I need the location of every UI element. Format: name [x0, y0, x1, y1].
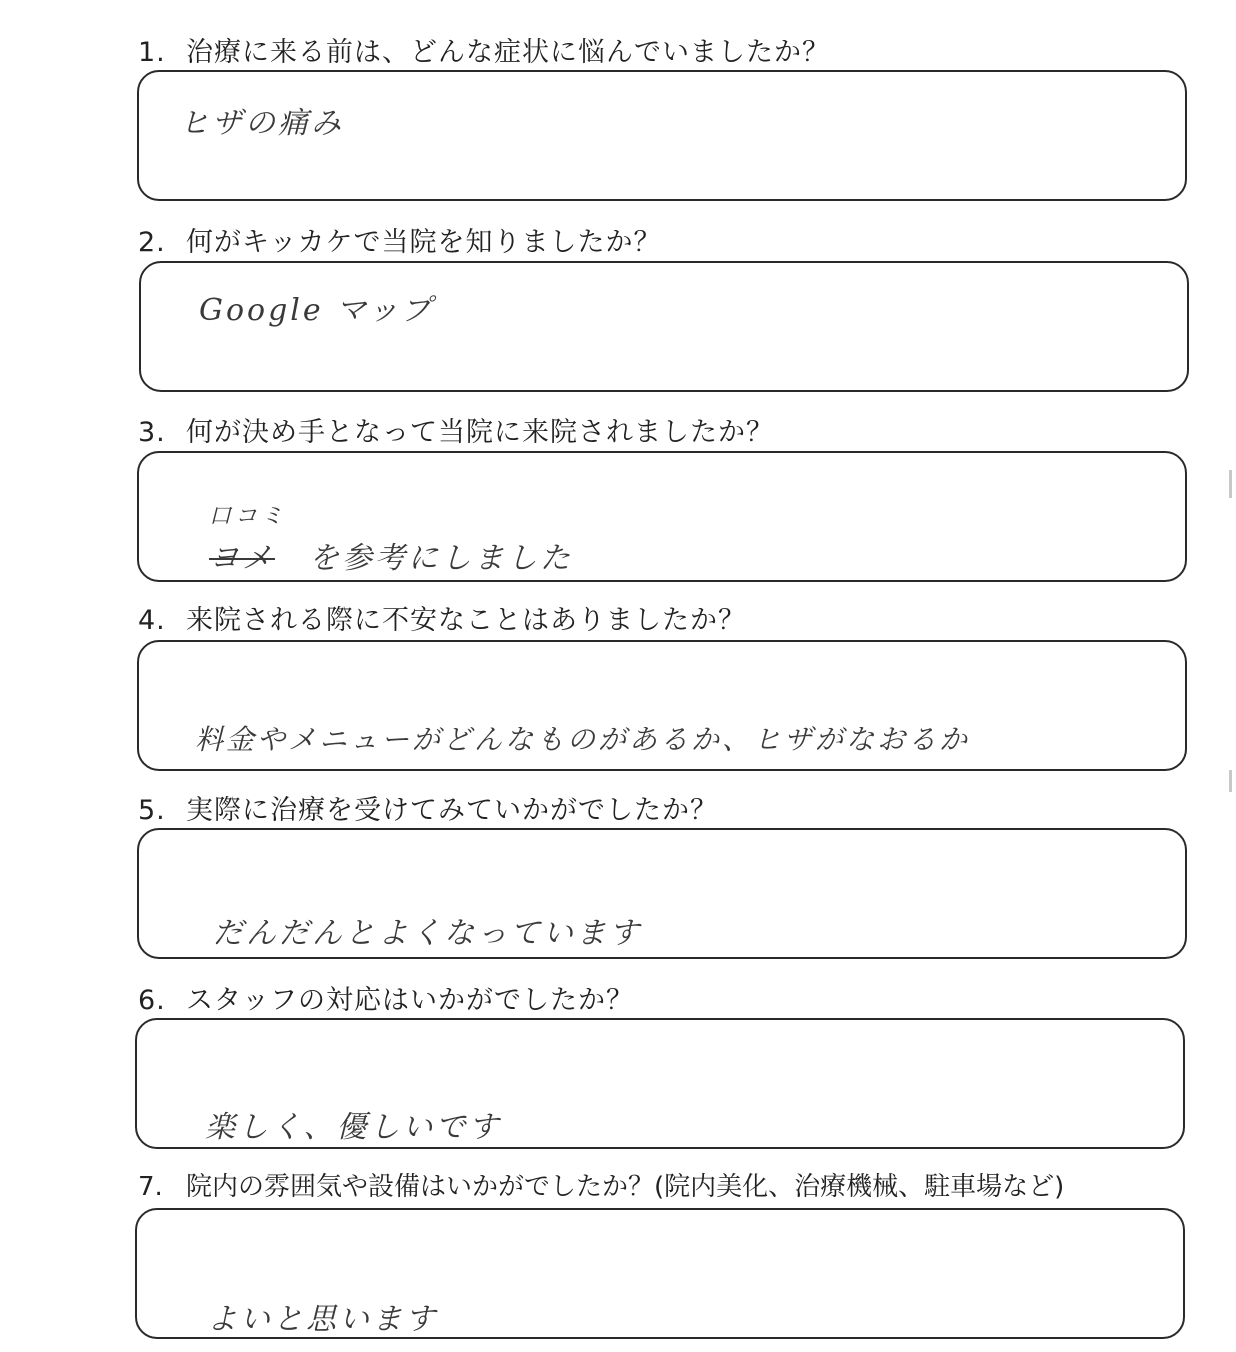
answer-box-1: [137, 70, 1187, 201]
question-number: 1.: [138, 37, 166, 68]
question-text: 治療に来る前は、どんな症状に悩んでいましたか？: [186, 37, 830, 68]
question-number: 7.: [138, 1172, 163, 1202]
handwritten-answer: よいと思います: [207, 1302, 438, 1337]
question-6: [138, 978, 634, 1017]
answer-box-5: [137, 828, 1187, 959]
question-7: [138, 1166, 1064, 1203]
handwritten-struck-text: ヨメ: [209, 541, 275, 576]
question-number: 6.: [138, 985, 166, 1016]
handwritten-answer: Google マップ: [199, 293, 434, 328]
question-3: [138, 410, 774, 449]
question-number: 2.: [138, 227, 166, 258]
answer-box-4: [137, 640, 1187, 771]
question-text: 何がキッカケで当院を知りましたか？: [186, 227, 662, 258]
question-1: [138, 30, 830, 69]
question-4: [138, 598, 746, 637]
handwritten-answer: ヒザの痛み: [179, 106, 344, 141]
answer-box-3: [137, 451, 1187, 582]
question-number: 3.: [138, 417, 166, 448]
question-text: 実際に治療を受けてみていかがでしたか？: [186, 795, 718, 826]
question-text: スタッフの対応はいかがでしたか？: [186, 985, 634, 1016]
scan-artifact: [1229, 470, 1232, 498]
question-5: [138, 788, 718, 827]
answer-box-7: [135, 1208, 1185, 1339]
question-number: 4.: [138, 605, 166, 636]
question-2: [138, 220, 661, 259]
question-text: 院内の雰囲気や設備はいかがでしたか？(院内美化、治療機械、駐車場など): [186, 1172, 1065, 1202]
handwritten-answer: 料金やメニューがどんなものがあるか、ヒザがなおるか: [195, 723, 971, 756]
question-number: 5.: [138, 795, 166, 826]
answer-box-6: [135, 1018, 1185, 1149]
handwritten-answer: だんだんとよくなっています: [213, 916, 642, 951]
scan-artifact: [1229, 770, 1232, 792]
question-text: 来院される際に不安なことはありましたか？: [186, 605, 746, 636]
question-text: 何が決め手となって当院に来院されましたか？: [186, 417, 774, 448]
handwritten-answer: を参考にしました: [309, 541, 573, 576]
answer-box-2: [139, 261, 1189, 392]
handwritten-correction: 口コミ: [209, 504, 288, 529]
handwritten-answer: 楽しく、優しいです: [205, 1110, 502, 1145]
